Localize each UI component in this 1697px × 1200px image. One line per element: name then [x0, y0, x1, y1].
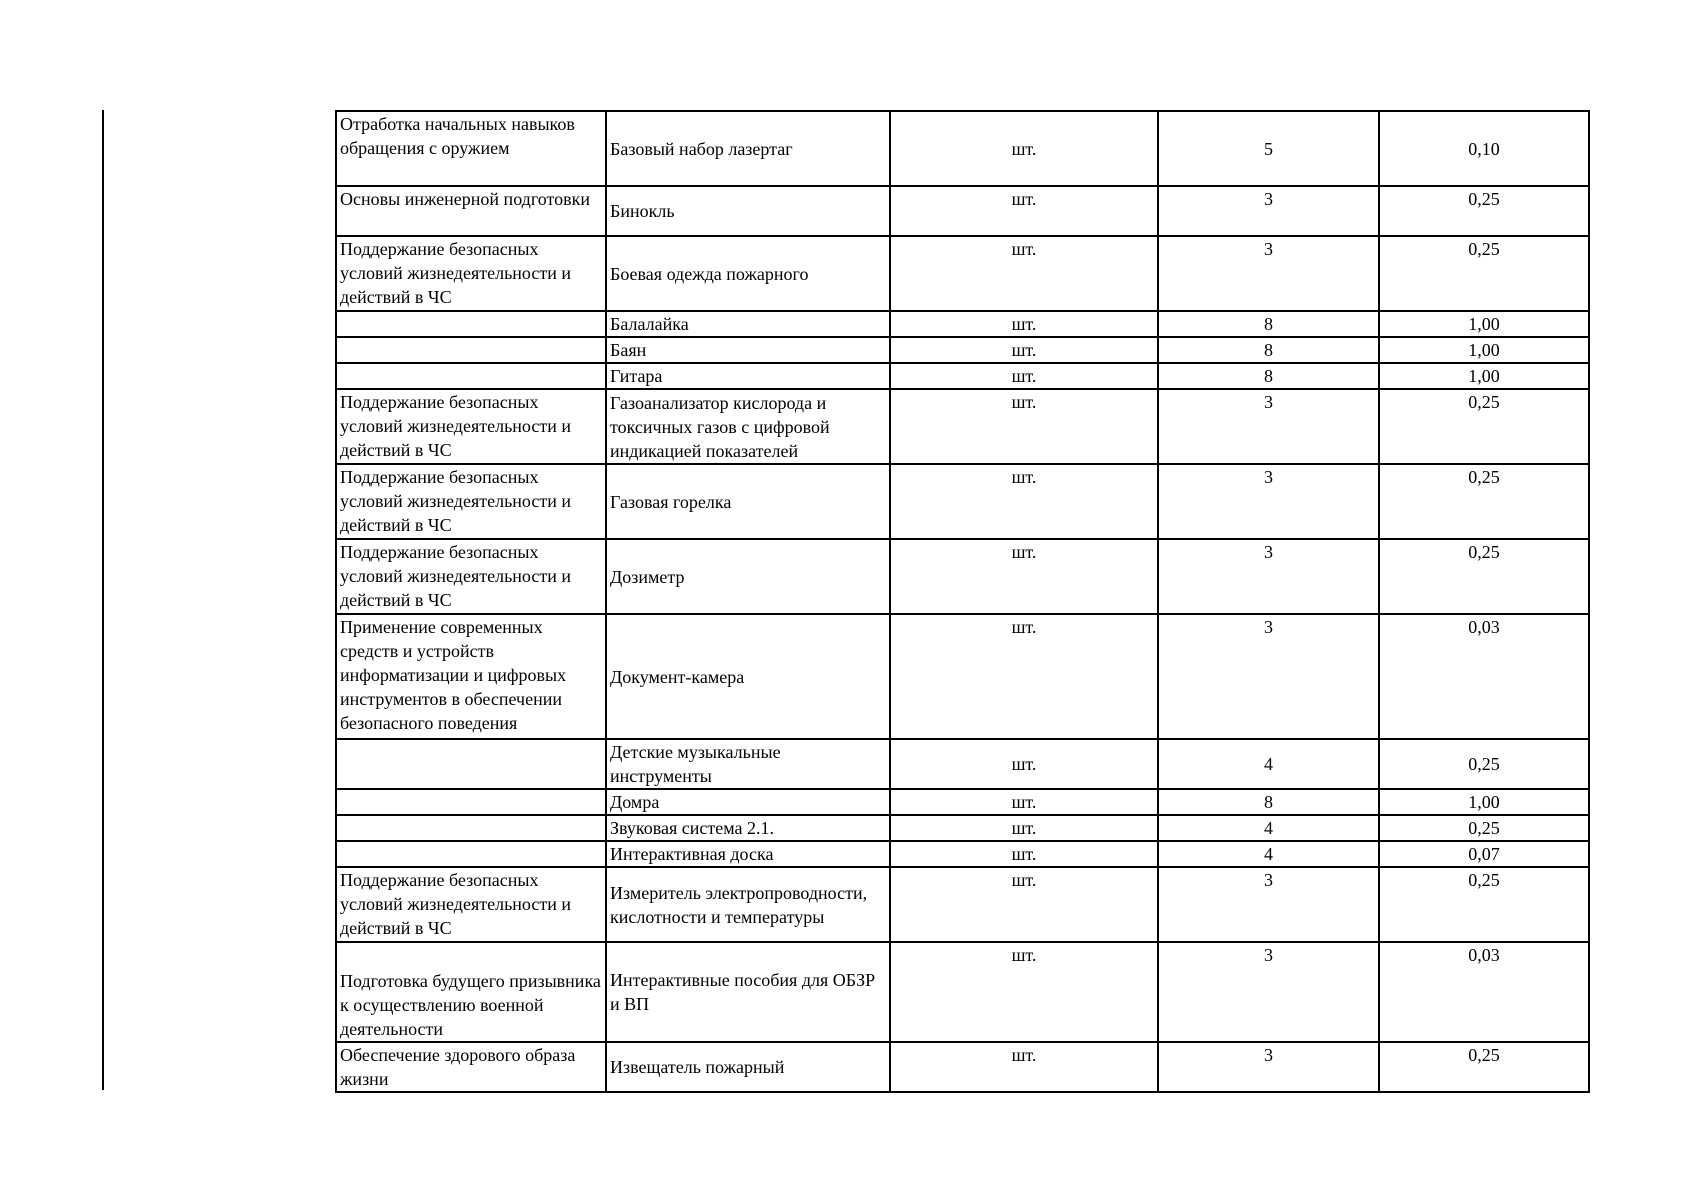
- activity-cell: Подготовка будущего призывника к осуществлению военной деятельности: [336, 942, 606, 1042]
- quantity-cell: 3: [1158, 1042, 1379, 1092]
- unit-cell: шт.: [890, 186, 1158, 236]
- unit-cell: шт.: [890, 111, 1158, 186]
- coefficient-cell: 1,00: [1379, 363, 1589, 389]
- activity-cell: [336, 337, 606, 363]
- activity-cell: [336, 739, 606, 789]
- table-row: [336, 389, 1589, 464]
- quantity-cell: 4: [1158, 739, 1379, 789]
- item-cell: Документ-камера: [606, 614, 890, 739]
- table-row: [336, 942, 1589, 1042]
- item-cell: Газоанализатор кислорода и токсичных газов с цифровой индикацией показателей: [606, 389, 890, 464]
- coefficient-cell: 0,25: [1379, 236, 1589, 311]
- activity-cell: [336, 363, 606, 389]
- coefficient-cell: 0,25: [1379, 815, 1589, 841]
- unit-cell: шт.: [890, 789, 1158, 815]
- activity-cell: [336, 815, 606, 841]
- activity-cell: Поддержание безопасных условий жизнедеятельности и действий в ЧС: [336, 464, 606, 539]
- item-cell: Бинокль: [606, 186, 890, 236]
- table-row: [336, 789, 1589, 815]
- coefficient-cell: 0,03: [1379, 614, 1589, 739]
- quantity-cell: 8: [1158, 311, 1379, 337]
- table-row: [336, 464, 1589, 539]
- item-cell: Звуковая система 2.1.: [606, 815, 890, 841]
- activity-cell: Обеспечение здорового образа жизни: [336, 1042, 606, 1092]
- coefficient-cell: 0,25: [1379, 389, 1589, 464]
- unit-cell: шт.: [890, 236, 1158, 311]
- unit-cell: шт.: [890, 942, 1158, 1042]
- coefficient-cell: 0,25: [1379, 1042, 1589, 1092]
- activity-cell: Поддержание безопасных условий жизнедеятельности и действий в ЧС: [336, 236, 606, 311]
- unit-cell: шт.: [890, 337, 1158, 363]
- unit-cell: шт.: [890, 867, 1158, 942]
- activity-cell: Отработка начальных навыков обращения с оружием: [336, 111, 606, 186]
- coefficient-cell: 0,03: [1379, 942, 1589, 1042]
- quantity-cell: 5: [1158, 111, 1379, 186]
- table-row: [336, 363, 1589, 389]
- unit-cell: шт.: [890, 841, 1158, 867]
- item-cell: Домра: [606, 789, 890, 815]
- activity-cell: [336, 311, 606, 337]
- activity-cell: Поддержание безопасных условий жизнедеятельности и действий в ЧС: [336, 389, 606, 464]
- coefficient-cell: 0,25: [1379, 539, 1589, 614]
- item-cell: Интерактивная доска: [606, 841, 890, 867]
- unit-cell: шт.: [890, 1042, 1158, 1092]
- quantity-cell: 3: [1158, 389, 1379, 464]
- activity-cell: Основы инженерной подготовки: [336, 186, 606, 236]
- unit-cell: шт.: [890, 464, 1158, 539]
- table-row: [336, 111, 1589, 186]
- equipment-table: [335, 110, 1590, 1093]
- unit-cell: шт.: [890, 614, 1158, 739]
- unit-cell: шт.: [890, 311, 1158, 337]
- quantity-cell: 3: [1158, 464, 1379, 539]
- quantity-cell: 8: [1158, 363, 1379, 389]
- coefficient-cell: 0,25: [1379, 186, 1589, 236]
- table-row: [336, 186, 1589, 236]
- coefficient-cell: 0,25: [1379, 867, 1589, 942]
- table-row: [336, 1042, 1589, 1092]
- table-row: [336, 614, 1589, 739]
- coefficient-cell: 0,10: [1379, 111, 1589, 186]
- activity-cell: Поддержание безопасных условий жизнедеятельности и действий в ЧС: [336, 539, 606, 614]
- item-cell: Детские музыкальные инструменты: [606, 739, 890, 789]
- table-row: [336, 337, 1589, 363]
- quantity-cell: 8: [1158, 789, 1379, 815]
- unit-cell: шт.: [890, 539, 1158, 614]
- left-margin-rule: [102, 110, 104, 1090]
- coefficient-cell: 0,25: [1379, 739, 1589, 789]
- table-row: [336, 815, 1589, 841]
- item-cell: Газовая горелка: [606, 464, 890, 539]
- table-row: [336, 867, 1589, 942]
- item-cell: Гитара: [606, 363, 890, 389]
- quantity-cell: 4: [1158, 841, 1379, 867]
- coefficient-cell: 0,07: [1379, 841, 1589, 867]
- unit-cell: шт.: [890, 389, 1158, 464]
- activity-cell: [336, 789, 606, 815]
- item-cell: Измеритель электропроводности, кислотности и температуры: [606, 867, 890, 942]
- coefficient-cell: 1,00: [1379, 311, 1589, 337]
- item-cell: Баян: [606, 337, 890, 363]
- quantity-cell: 3: [1158, 614, 1379, 739]
- table-row: [336, 841, 1589, 867]
- activity-cell: Поддержание безопасных условий жизнедеятельности и действий в ЧС: [336, 867, 606, 942]
- table-row: [336, 236, 1589, 311]
- table-row: [336, 739, 1589, 789]
- quantity-cell: 3: [1158, 539, 1379, 614]
- quantity-cell: 4: [1158, 815, 1379, 841]
- quantity-cell: 3: [1158, 236, 1379, 311]
- coefficient-cell: 1,00: [1379, 337, 1589, 363]
- quantity-cell: 3: [1158, 867, 1379, 942]
- unit-cell: шт.: [890, 739, 1158, 789]
- unit-cell: шт.: [890, 815, 1158, 841]
- item-cell: Извещатель пожарный: [606, 1042, 890, 1092]
- table-row: [336, 311, 1589, 337]
- item-cell: Дозиметр: [606, 539, 890, 614]
- quantity-cell: 3: [1158, 942, 1379, 1042]
- coefficient-cell: 1,00: [1379, 789, 1589, 815]
- quantity-cell: 8: [1158, 337, 1379, 363]
- item-cell: Базовый набор лазертаг: [606, 111, 890, 186]
- quantity-cell: 3: [1158, 186, 1379, 236]
- coefficient-cell: 0,25: [1379, 464, 1589, 539]
- item-cell: Интерактивные пособия для ОБЗР и ВП: [606, 942, 890, 1042]
- item-cell: Боевая одежда пожарного: [606, 236, 890, 311]
- item-cell: Балалайка: [606, 311, 890, 337]
- activity-cell: Применение современных средств и устройств информатизации и цифровых инструментов в обеспечении безопасного поведения: [336, 614, 606, 739]
- table-row: [336, 539, 1589, 614]
- activity-cell: [336, 841, 606, 867]
- unit-cell: шт.: [890, 363, 1158, 389]
